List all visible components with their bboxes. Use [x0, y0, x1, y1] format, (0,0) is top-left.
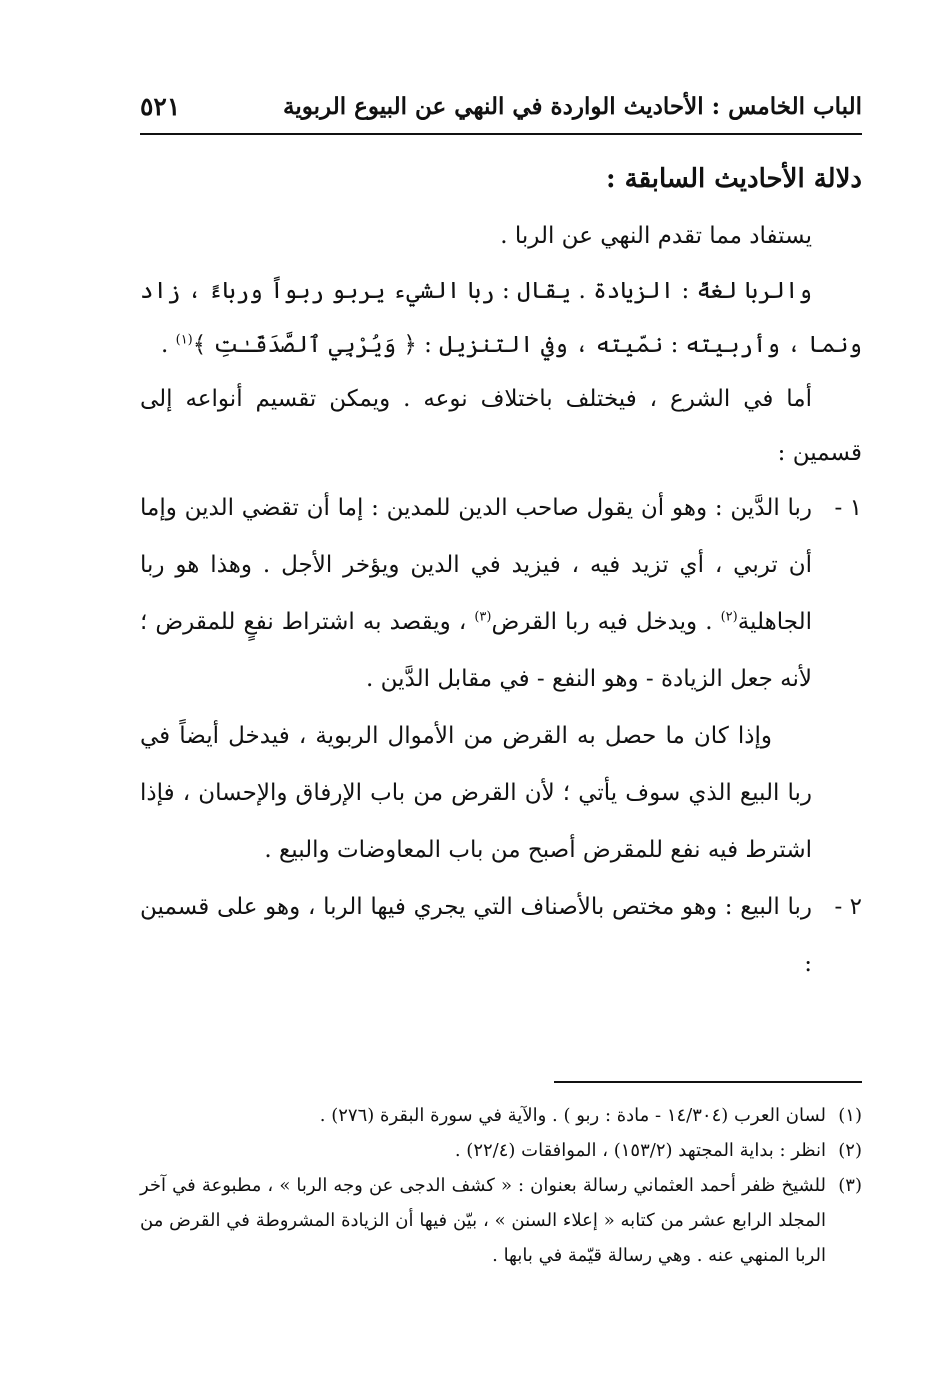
list-item-text: [140, 480, 812, 708]
paragraph-2-end: .: [160, 332, 176, 358]
list-item-1-text-b: . ويدخل فيه ربا القرض: [491, 609, 721, 635]
footnote-3: [140, 1168, 862, 1273]
list-item-text: ربا البيع : وهو مختص بالأصناف التي يجري فيها الربا ، وهو على قسمين :: [140, 894, 812, 977]
footnote-number: (٢): [838, 1140, 862, 1161]
header-title: الباب الخامس : الأحاديث الواردة في النهي عن البيوع الربوية: [283, 92, 862, 120]
paragraph-2: [140, 264, 862, 372]
paragraph-1: يستفاد مما تقدم النهي عن الربا .: [500, 223, 812, 249]
paragraph-3: أما في الشرع ، فيختلف باختلاف نوعه . ويمكن تقسيم أنواعه إلى قسمين :: [140, 386, 862, 466]
list-item-1: [140, 480, 862, 708]
list-item-number: ٢ -: [834, 894, 862, 920]
running-header: [140, 86, 862, 126]
footnote-number: (١): [838, 1105, 862, 1126]
footnote-divider: [554, 1081, 862, 1083]
footnote-number: (٣): [838, 1175, 862, 1196]
footnote-ref-3: (٣): [474, 609, 492, 625]
section-heading: دلالة الأحاديث السابقة :: [605, 164, 862, 194]
paragraph-2-text: والربا لغةً : الزيادة . يقال : ربا الشيء يربو ربواً ورباءً ، زاد ونما ، وأربيته : نمّيته ، وفي التنزيل : ﴿ وَيُرْبِي ٱلصَّدَقَـٰتِ ﴾: [140, 278, 862, 358]
page-number: ٥٢١: [140, 91, 181, 121]
header-divider: [140, 133, 862, 135]
footnote-ref-2: (٢): [720, 609, 738, 625]
list-item-2: [140, 879, 862, 993]
footnote-text: انظر : بداية المجتهد (١٥٣/٢) ، الموافقات (٢٢/٤) .: [454, 1140, 826, 1161]
list-item-1-continuation: وإذا كان ما حصل به القرض من الأموال الربوية ، فيدخل أيضاً في ربا البيع الذي سوف يأتي ؛ لأن القرض من باب الإرفاق والإحسان ، فإذا اشترط فيه نفع للمقرض أصبح من باب المعاوضات والبيع .: [140, 723, 812, 863]
footnote-text: لسان العرب (١٤/٣٠٤ - مادة : ربو ) . والآية في سورة البقرة (٢٧٦) .: [319, 1105, 826, 1126]
list-item-1-text-c: ، ويقصد به اشتراط نفعٍ للمقرض ؛ لأنه جعل الزيادة - وهو النفع - في مقابل الدَّين .: [140, 609, 812, 692]
footnotes: [140, 1098, 862, 1273]
list-item-number: ١ -: [834, 495, 862, 521]
footnote-ref-1: (١): [175, 332, 193, 348]
footnote-2: [140, 1133, 862, 1168]
main-text: [140, 150, 862, 993]
list-item-1-text-a: ربا الدَّين : وهو أن يقول صاحب الدين للمدين : إما أن تقضي الدين وإما أن تربي ، أي تزيد فيه ، فيزيد في الدين ويؤخر الأجل . وهذا هو ربا الجاهلية: [140, 495, 812, 635]
footnote-text: للشيخ ظفر أحمد العثماني رسالة بعنوان : « كشف الدجى عن وجه الربا » ، مطبوعة في آخر المجلد الرابع عشر من كتابه « إعلاء السنن » ، بيّن فيها أن الزيادة المشروطة في القرض من الربا المنهي عنه . وهي رسالة قيّمة في بابها .: [140, 1175, 826, 1266]
footnote-1: [140, 1098, 862, 1133]
